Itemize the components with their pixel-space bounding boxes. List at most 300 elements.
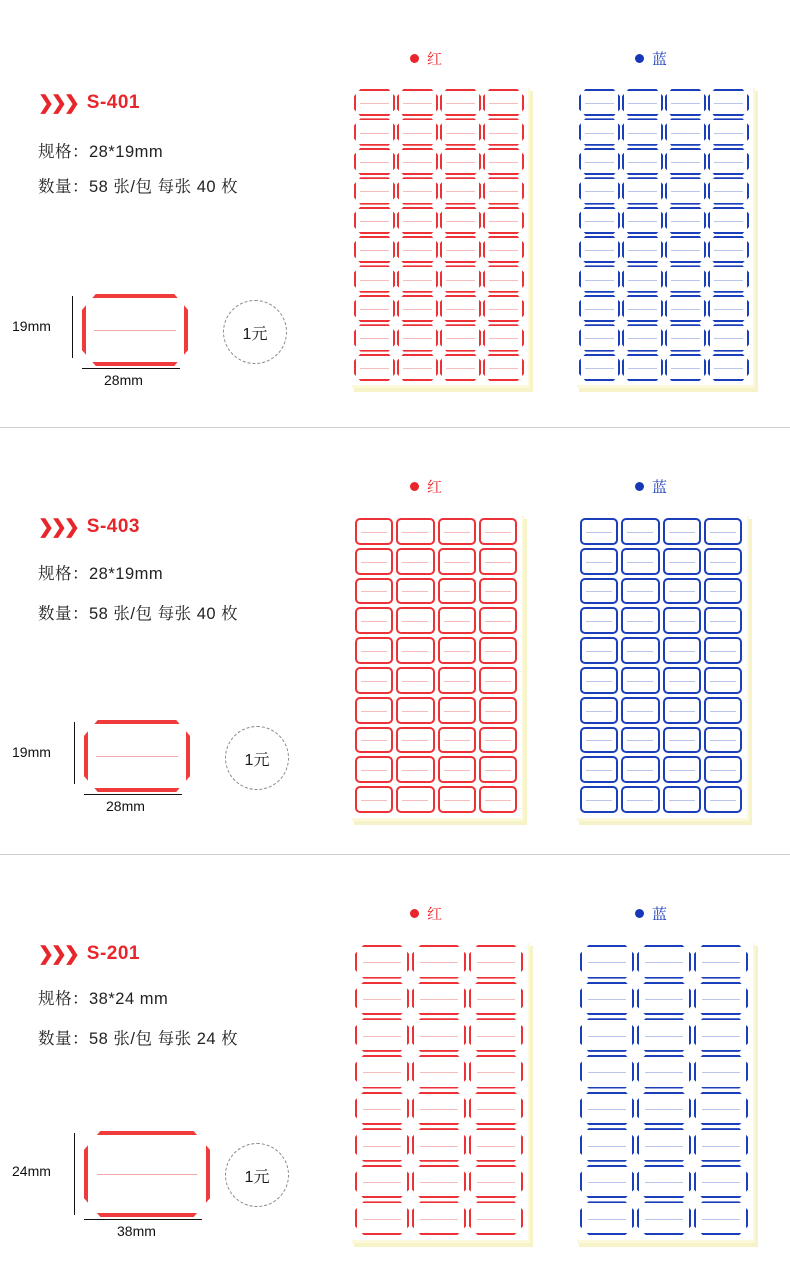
label-cell: [440, 295, 481, 322]
label-tag: [580, 548, 618, 575]
color-legend-blue: [635, 48, 667, 69]
label-tag: [580, 1165, 634, 1199]
label-rule-line: [96, 756, 178, 757]
label-cell: [708, 89, 749, 116]
label-tag: [665, 177, 706, 204]
label-tag: [412, 1018, 466, 1052]
label-tag: [396, 637, 434, 664]
label-cell: [440, 324, 481, 351]
label-cell: [483, 148, 524, 175]
label-cell: [396, 548, 434, 575]
label-cell: [580, 518, 618, 545]
label-cell: [579, 118, 620, 145]
label-tag: [479, 548, 517, 575]
label-tag: [694, 945, 748, 979]
label-tag: [355, 786, 393, 813]
label-cell: [412, 1055, 466, 1089]
label-tag: [354, 148, 395, 175]
label-tag: [665, 354, 706, 381]
label-tag: [579, 265, 620, 292]
label-cell: [694, 1201, 748, 1235]
label-cell: [354, 265, 395, 292]
label-tag: [637, 1092, 691, 1126]
label-cell: [621, 786, 659, 813]
label-cell: [621, 607, 659, 634]
label-cell: [397, 354, 438, 381]
sheet-face: [350, 85, 528, 385]
label-tag: [579, 177, 620, 204]
label-tag: [621, 578, 659, 605]
label-tag: [580, 697, 618, 724]
label-tag: [621, 637, 659, 664]
label-cell: [440, 118, 481, 145]
label-cell: [355, 1165, 409, 1199]
label-tag: [396, 607, 434, 634]
label-cell: [440, 354, 481, 381]
label-cell: [440, 89, 481, 116]
label-cell: [694, 945, 748, 979]
label-cell: [663, 637, 701, 664]
label-tag: [355, 727, 393, 754]
label-cell: [579, 354, 620, 381]
label-tag: [663, 637, 701, 664]
color-label-blue: 蓝: [652, 906, 668, 923]
product-code: S-201: [86, 943, 140, 964]
label-tag: [440, 295, 481, 322]
price-badge: 1元: [225, 1143, 289, 1207]
label-cell: [580, 637, 618, 664]
label-cell: [412, 982, 466, 1016]
label-cell: [354, 148, 395, 175]
label-tag: [479, 607, 517, 634]
label-cell: [580, 727, 618, 754]
label-cell: [579, 236, 620, 263]
label-tag: [438, 786, 476, 813]
label-rule-line: [97, 1174, 196, 1175]
label-cell: [663, 578, 701, 605]
label-tag: [708, 354, 749, 381]
label-tag: [621, 607, 659, 634]
label-cell: [580, 1092, 634, 1126]
price-badge: 1元: [223, 300, 287, 364]
label-tag: [397, 354, 438, 381]
label-tag: [438, 578, 476, 605]
label-cell: [622, 324, 663, 351]
dimension-height-label: 19mm: [12, 744, 51, 760]
label-cell: [396, 697, 434, 724]
label-cell: [354, 236, 395, 263]
label-tag: [663, 518, 701, 545]
label-tag: [355, 1165, 409, 1199]
label-cell: [354, 207, 395, 234]
label-cell: [440, 236, 481, 263]
label-cell: [438, 637, 476, 664]
label-cell: [397, 265, 438, 292]
label-tag: [704, 667, 742, 694]
label-tag: [665, 118, 706, 145]
label-cell: [440, 207, 481, 234]
label-cell: [694, 1055, 748, 1089]
label-tag: [412, 1055, 466, 1089]
dimension-width-label: 38mm: [117, 1223, 156, 1239]
label-tag: [438, 667, 476, 694]
label-tag: [355, 667, 393, 694]
product-quantity: 数量：58 张/包 每张 40 枚: [38, 178, 239, 196]
product-quantity: 数量：58 张/包 每张 40 枚: [38, 605, 239, 623]
label-tag: [704, 756, 742, 783]
color-legend-blue: [635, 476, 667, 497]
dimension-height-label: 24mm: [12, 1163, 51, 1179]
label-sheet-red: [350, 940, 528, 1240]
label-tag: [637, 1055, 691, 1089]
label-cell: [665, 177, 706, 204]
label-cell: [665, 89, 706, 116]
label-tag: [355, 1055, 409, 1089]
label-tag: [704, 607, 742, 634]
label-tag: [412, 945, 466, 979]
label-tag: [355, 548, 393, 575]
label-tag: [694, 1165, 748, 1199]
label-cell: [397, 148, 438, 175]
label-tag: [354, 236, 395, 263]
label-cell: [396, 578, 434, 605]
label-shape-preview: [82, 294, 188, 366]
label-cell: [580, 1165, 634, 1199]
label-cell: [579, 177, 620, 204]
label-tag: [412, 1092, 466, 1126]
label-cell: [483, 89, 524, 116]
label-tag: [665, 265, 706, 292]
label-tag: [694, 1092, 748, 1126]
label-tag: [621, 518, 659, 545]
label-cell: [354, 89, 395, 116]
label-tag: [483, 354, 524, 381]
label-tag: [440, 177, 481, 204]
label-cell: [355, 1055, 409, 1089]
label-tag: [579, 118, 620, 145]
label-tag: [622, 265, 663, 292]
label-cell: [580, 667, 618, 694]
dimension-height-bar: [74, 722, 75, 784]
dimension-width-bar: [84, 1219, 202, 1220]
label-tag: [355, 1018, 409, 1052]
label-cell: [579, 207, 620, 234]
label-tag: [704, 697, 742, 724]
label-cell: [580, 786, 618, 813]
label-cell: [355, 1092, 409, 1126]
label-tag: [663, 727, 701, 754]
label-cell: [665, 324, 706, 351]
label-tag: [621, 786, 659, 813]
label-cell: [637, 1128, 691, 1162]
label-cell: [396, 518, 434, 545]
label-cell: [469, 1055, 523, 1089]
label-cell: [665, 295, 706, 322]
label-tag: [440, 236, 481, 263]
label-cell: [355, 607, 393, 634]
label-cell: [579, 148, 620, 175]
label-cell: [412, 1201, 466, 1235]
color-label-blue: 蓝: [652, 479, 668, 496]
label-cell: [412, 1018, 466, 1052]
color-dot-red-icon: [410, 54, 419, 63]
chevron-right-icon: ❯❯❯: [38, 943, 77, 965]
label-tag: [621, 697, 659, 724]
label-cell: [396, 667, 434, 694]
label-tag: [621, 667, 659, 694]
label-tag: [396, 548, 434, 575]
label-cell: [469, 1018, 523, 1052]
label-cell: [665, 265, 706, 292]
label-tag: [704, 786, 742, 813]
label-cell: [637, 1055, 691, 1089]
label-cell: [704, 697, 742, 724]
label-tag: [355, 607, 393, 634]
label-tag: [694, 982, 748, 1016]
label-cell: [663, 756, 701, 783]
label-cell: [412, 1092, 466, 1126]
label-cell: [580, 548, 618, 575]
label-cell: [622, 236, 663, 263]
label-cell: [622, 265, 663, 292]
product-section-s403: [0, 427, 790, 854]
label-tag: [637, 1128, 691, 1162]
label-cell: [354, 118, 395, 145]
label-tag: [438, 756, 476, 783]
label-cell: [397, 89, 438, 116]
label-cell: [438, 518, 476, 545]
label-cell: [622, 354, 663, 381]
label-sheet-red: [350, 85, 528, 385]
label-cell: [694, 1092, 748, 1126]
label-tag: [483, 236, 524, 263]
label-cell: [438, 786, 476, 813]
label-tag: [396, 667, 434, 694]
label-cell: [694, 1165, 748, 1199]
product-info-s201: [0, 855, 320, 1281]
label-tag: [580, 1055, 634, 1089]
label-tag: [469, 1092, 523, 1126]
label-cell: [621, 637, 659, 664]
dimension-width-label: 28mm: [104, 372, 143, 388]
label-cell: [396, 756, 434, 783]
label-cell: [479, 727, 517, 754]
label-cell: [665, 236, 706, 263]
color-legend-red: [410, 903, 442, 924]
label-tag: [479, 697, 517, 724]
color-legend-red: [410, 48, 442, 69]
label-cell: [665, 207, 706, 234]
color-label-red: 红: [427, 906, 443, 923]
label-tag: [469, 1055, 523, 1089]
label-tag: [622, 148, 663, 175]
label-tag: [483, 324, 524, 351]
label-tag: [469, 945, 523, 979]
label-tag: [355, 945, 409, 979]
label-tag: [412, 1201, 466, 1235]
color-dot-blue-icon: [635, 909, 644, 918]
label-tag: [708, 118, 749, 145]
label-cell: [704, 637, 742, 664]
label-tag: [704, 548, 742, 575]
color-dot-blue-icon: [635, 54, 644, 63]
label-cell: [483, 177, 524, 204]
product-code-row: [38, 943, 140, 965]
label-tag: [354, 295, 395, 322]
sheet-face: [575, 85, 753, 385]
label-cell: [580, 697, 618, 724]
label-cell: [665, 148, 706, 175]
label-sheet-red: [350, 513, 522, 818]
product-info-s401: [0, 0, 320, 427]
label-cell: [708, 354, 749, 381]
label-tag: [354, 177, 395, 204]
label-cell: [483, 324, 524, 351]
label-tag: [479, 667, 517, 694]
label-cell: [622, 177, 663, 204]
label-cell: [355, 1018, 409, 1052]
label-cell: [483, 118, 524, 145]
dimension-diagram: [10, 1125, 310, 1245]
dimension-width-bar: [84, 794, 182, 795]
label-tag: [355, 1128, 409, 1162]
label-tag: [621, 548, 659, 575]
sheet-face: [350, 513, 522, 818]
label-tag: [579, 207, 620, 234]
label-tag: [580, 1128, 634, 1162]
product-spec: 规格：28*19mm: [38, 143, 164, 161]
dimension-width-label: 28mm: [106, 798, 145, 814]
label-cell: [355, 1201, 409, 1235]
label-tag: [354, 89, 395, 116]
color-dot-red-icon: [410, 482, 419, 491]
label-cell: [479, 697, 517, 724]
label-cell: [354, 295, 395, 322]
label-cell: [622, 89, 663, 116]
label-cell: [396, 727, 434, 754]
product-code: S-401: [86, 92, 140, 113]
label-cell: [637, 982, 691, 1016]
label-cell: [663, 727, 701, 754]
label-cell: [622, 118, 663, 145]
label-cell: [665, 118, 706, 145]
label-tag: [580, 727, 618, 754]
label-cell: [663, 548, 701, 575]
product-section-s201: [0, 854, 790, 1281]
label-tag: [580, 607, 618, 634]
label-cell: [354, 177, 395, 204]
label-tag: [396, 518, 434, 545]
label-sheet-blue: [575, 513, 747, 818]
label-cell: [694, 982, 748, 1016]
label-cell: [469, 945, 523, 979]
label-tag: [694, 1055, 748, 1089]
label-tag: [704, 578, 742, 605]
label-cell: [708, 207, 749, 234]
label-tag: [694, 1128, 748, 1162]
label-tag: [397, 324, 438, 351]
label-cell: [479, 518, 517, 545]
label-tag: [438, 548, 476, 575]
label-cell: [479, 578, 517, 605]
label-cell: [479, 667, 517, 694]
label-cell: [483, 265, 524, 292]
label-tag: [580, 1092, 634, 1126]
label-tag: [579, 354, 620, 381]
label-tag: [355, 697, 393, 724]
label-cell: [438, 756, 476, 783]
label-cell: [663, 667, 701, 694]
label-tag: [440, 265, 481, 292]
sheet-face: [575, 513, 747, 818]
product-code-row: [38, 92, 140, 114]
label-cell: [621, 548, 659, 575]
label-tag: [355, 518, 393, 545]
label-cell: [637, 1018, 691, 1052]
label-tag: [580, 786, 618, 813]
label-cell: [704, 727, 742, 754]
label-tag: [479, 578, 517, 605]
color-legend-blue: [635, 903, 667, 924]
label-tag: [637, 982, 691, 1016]
chevron-right-icon: ❯❯❯: [38, 516, 77, 538]
label-tag: [355, 756, 393, 783]
label-cell: [355, 982, 409, 1016]
label-tag: [469, 1201, 523, 1235]
label-tag: [708, 324, 749, 351]
label-cell: [622, 148, 663, 175]
label-cell: [412, 1128, 466, 1162]
label-cell: [580, 578, 618, 605]
label-tag: [440, 148, 481, 175]
label-sheet-blue: [575, 940, 753, 1240]
label-tag: [663, 607, 701, 634]
label-tag: [355, 1201, 409, 1235]
label-cell: [663, 607, 701, 634]
label-cell: [355, 637, 393, 664]
label-tag: [469, 1128, 523, 1162]
label-cell: [354, 324, 395, 351]
label-cell: [355, 518, 393, 545]
label-tag: [708, 89, 749, 116]
label-cell: [440, 265, 481, 292]
label-cell: [483, 207, 524, 234]
label-cell: [479, 607, 517, 634]
label-cell: [355, 727, 393, 754]
label-cell: [469, 1165, 523, 1199]
label-tag: [483, 265, 524, 292]
label-cell: [704, 548, 742, 575]
label-cell: [397, 177, 438, 204]
label-tag: [663, 786, 701, 813]
label-cell: [438, 607, 476, 634]
product-code-row: [38, 516, 140, 538]
label-tag: [438, 607, 476, 634]
label-tag: [396, 756, 434, 783]
label-tag: [396, 727, 434, 754]
label-cell: [479, 786, 517, 813]
label-tag: [396, 786, 434, 813]
label-tag: [438, 518, 476, 545]
label-sheet-blue: [575, 85, 753, 385]
label-tag: [580, 667, 618, 694]
label-tag: [440, 118, 481, 145]
label-cell: [580, 607, 618, 634]
label-tag: [665, 89, 706, 116]
label-cell: [355, 548, 393, 575]
label-cell: [621, 697, 659, 724]
label-cell: [396, 637, 434, 664]
